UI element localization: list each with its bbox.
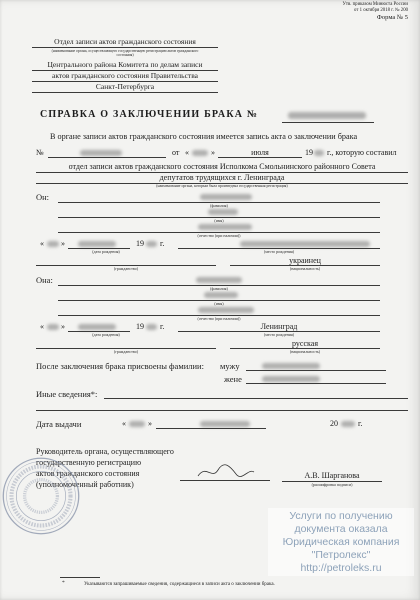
- he-name-caption: (имя): [214, 217, 224, 223]
- he-birth-century: 19: [136, 239, 144, 248]
- watermark-line: документа оказала: [294, 523, 388, 535]
- underline: [48, 157, 166, 158]
- redacted-value: [78, 324, 116, 330]
- redacted-value: [314, 150, 324, 156]
- redacted-value: [80, 150, 122, 156]
- registrar-line-1: отдел записи актов гражданского состояния Исполкома Смольнинского районного Совета: [68, 162, 376, 171]
- issuer-caption: (наименование органа, осуществляющего государственную регистрацию актов гражданского состояния): [51, 48, 199, 57]
- open-quote: «: [40, 322, 44, 331]
- redacted-value: [146, 324, 157, 330]
- redacted-value: [198, 307, 254, 313]
- redacted-value: [204, 292, 238, 298]
- redacted-value: [47, 324, 59, 330]
- issue-year-suffix: г.: [358, 419, 363, 428]
- close-quote: »: [211, 148, 215, 157]
- redacted-value: [146, 241, 157, 247]
- redacted-value: [341, 421, 355, 427]
- redacted-value: [196, 277, 242, 283]
- underline: [246, 383, 386, 384]
- redacted-value: [129, 421, 145, 427]
- issue-century: 20: [330, 419, 338, 428]
- underline: [36, 410, 408, 411]
- open-quote: «: [40, 239, 44, 248]
- she-citizenship-caption: (гражданство): [113, 348, 139, 354]
- he-nationality: украинец: [289, 256, 321, 265]
- underline: [180, 480, 270, 481]
- redacted-value: [78, 241, 116, 247]
- record-intro: В органе записи актов гражданского состояния имеется запись акта о заключении брака: [50, 132, 358, 141]
- signatory-line-4: (уполномоченный работник): [36, 480, 134, 489]
- footnote-separator: [60, 577, 100, 578]
- redacted-value: [47, 241, 59, 247]
- record-from: от: [172, 148, 180, 157]
- underline: [218, 157, 302, 158]
- redacted-value: [288, 112, 366, 119]
- close-quote: »: [148, 419, 152, 428]
- husband-label: мужу: [220, 361, 240, 371]
- she-year-suffix: г.: [160, 322, 165, 331]
- signatory-name-caption: (расшифровка подписи): [311, 481, 353, 487]
- he-citizenship-caption: (гражданство): [113, 265, 139, 271]
- he-label: Он:: [36, 192, 50, 202]
- footnote-mark: *: [62, 580, 65, 586]
- she-label: Она:: [36, 275, 53, 285]
- she-nationality: русская: [292, 339, 318, 348]
- wife-label: жене: [224, 374, 242, 384]
- issue-date-label: Дата выдачи: [36, 419, 82, 429]
- watermark-line: Услуги по получению: [289, 510, 393, 522]
- signatory-name: А.В. Шарганова: [304, 471, 360, 480]
- approval-order-line: Утв. приказом Минюста России: [342, 2, 408, 7]
- close-quote: »: [61, 322, 65, 331]
- underline: [156, 428, 266, 429]
- redacted-value: [200, 421, 250, 427]
- redacted-value: [192, 150, 208, 156]
- watermark-line: Юридическая компания: [282, 536, 400, 548]
- open-quote: «: [185, 148, 189, 157]
- he-patronymic-caption: (отчество (при наличии)): [197, 232, 241, 238]
- redacted-value: [200, 194, 252, 200]
- he-nationality-caption: (национальность): [289, 265, 321, 271]
- she-name-caption: (имя): [214, 300, 224, 306]
- record-century: 19: [305, 148, 313, 157]
- footnote-text: Указываются запрашиваемые сведения, содержащиеся в записи акта о заключении брака.: [84, 582, 275, 587]
- redacted-value: [208, 209, 238, 215]
- underline: [282, 122, 374, 123]
- signatory-line-1: Руководитель органа, осуществляющего: [36, 447, 174, 456]
- signatory-line-2: государственную регистрацию: [36, 458, 142, 467]
- watermark-line: "Петролекс": [311, 549, 371, 561]
- signature: [196, 462, 256, 480]
- he-birth-date-caption: (дата рождения): [92, 248, 120, 254]
- she-birth-century: 19: [136, 322, 144, 331]
- redacted-value: [198, 224, 252, 230]
- open-quote: «: [122, 419, 126, 428]
- form-number: Форма № 5: [376, 14, 408, 21]
- approval-date-line: от 1 октября 2018 г. № 200: [354, 8, 408, 13]
- she-birth-place-caption: (место рождения): [263, 331, 295, 337]
- she-birth-place: Ленинград: [260, 322, 298, 331]
- redacted-value: [262, 363, 320, 369]
- he-birth-place-caption: (место рождения): [263, 248, 295, 254]
- registrar-line-2: депутатов трудящихся г. Ленинграда: [159, 173, 285, 182]
- she-surname-caption: (фамилия): [210, 285, 228, 291]
- she-nationality-caption: (национальность): [289, 348, 321, 354]
- registrar-caption: (наименование органа, которым была произведена государственная регистрация): [156, 183, 288, 188]
- underline: [32, 92, 218, 93]
- issuer-name-line-1: Отдел записи актов гражданского состояния: [54, 37, 196, 46]
- record-tail: г., которую составил: [327, 148, 397, 157]
- she-birth-date-caption: (дата рождения): [92, 331, 120, 337]
- she-patronymic-caption: (отчество (при наличии)): [197, 315, 241, 321]
- watermark-box: [268, 508, 414, 576]
- official-stamp: [0, 455, 82, 537]
- underline: [246, 370, 386, 371]
- redacted-value: [262, 376, 320, 382]
- other-info-label: Иные сведения*:: [36, 389, 98, 399]
- watermark-link: http://petroleks.ru: [300, 562, 382, 574]
- record-month: июля: [251, 148, 269, 157]
- document-title: СПРАВКА О ЗАКЛЮЧЕНИИ БРАКА №: [40, 109, 259, 120]
- issuer-name-line-4: Санкт-Петербурга: [95, 82, 155, 91]
- close-quote: »: [61, 239, 65, 248]
- he-year-suffix: г.: [160, 239, 165, 248]
- underline: [104, 398, 408, 399]
- issuer-name-line-3: актов гражданского состояния Правительства: [52, 71, 198, 80]
- issuer-name-line-2: Центрального района Комитета по делам записи: [47, 60, 203, 69]
- record-number-sign: №: [36, 148, 44, 157]
- signatory-line-3: актов гражданского состояния: [36, 469, 140, 478]
- surnames-after-label: После заключения брака присвоены фамилии:: [36, 361, 204, 371]
- redacted-value: [240, 241, 370, 247]
- he-surname-caption: (фамилия): [210, 202, 228, 208]
